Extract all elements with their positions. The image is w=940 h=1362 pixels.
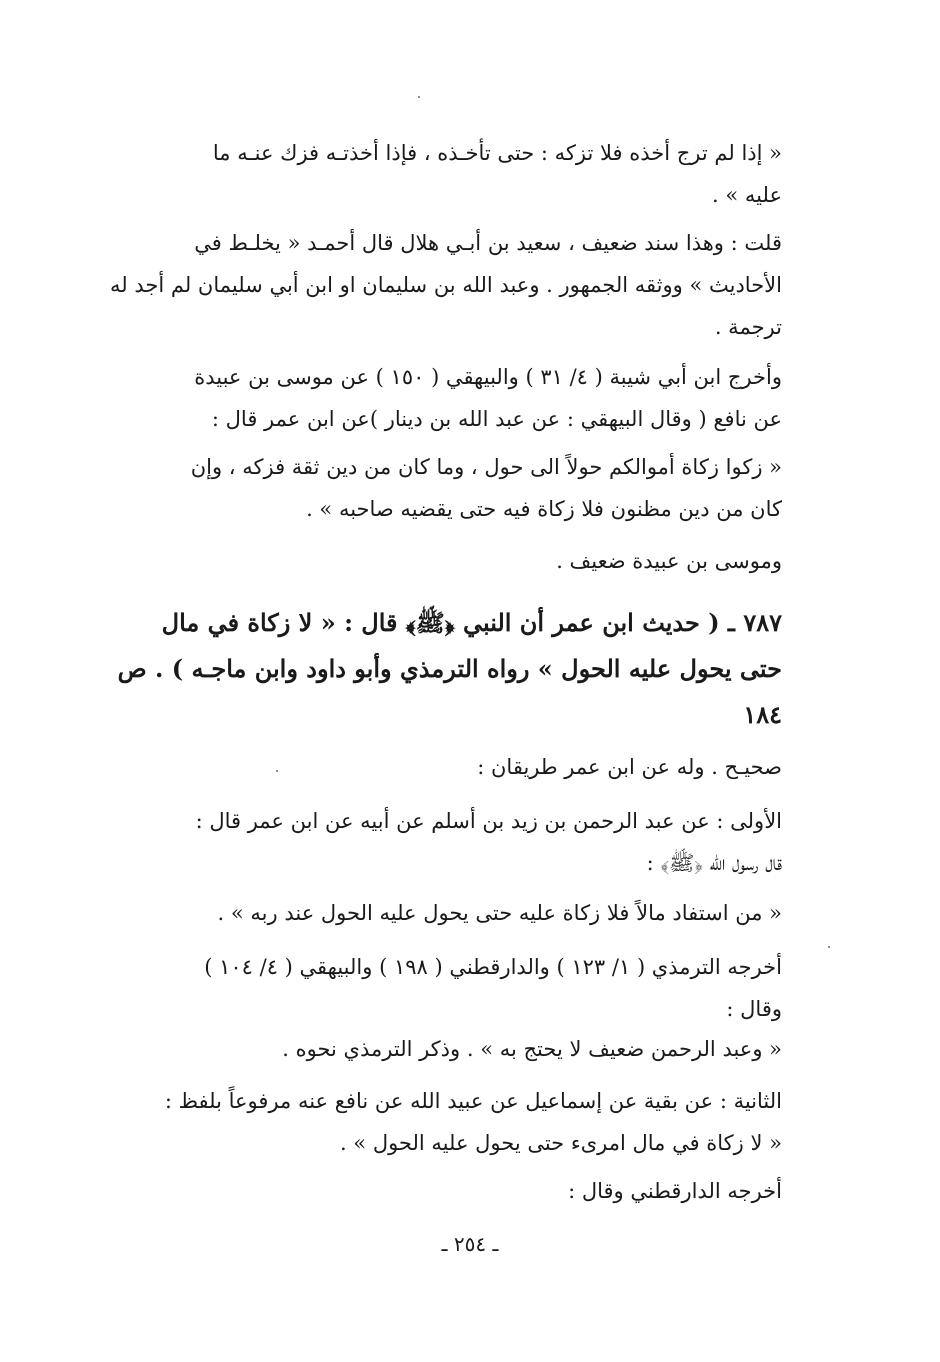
paragraph-quote-zakat-debt — [102, 132, 782, 216]
text-line: الثانية : عن بقية عن إسماعيل عن عبيد الله عن نافع عنه مرفوعاً بلفظ : — [164, 1089, 782, 1113]
text-line: وموسى بن عبيدة ضعيف . — [556, 549, 782, 573]
text-line: صحيـح . وله عن ابن عمر طريقان : — [477, 755, 782, 779]
paragraph-abdulrahman-weak — [102, 1028, 782, 1070]
text-line: الأولى : عن عبد الرحمن بن زيد بن أسلم عن أبيه عن ابن عمر قال : — [195, 809, 782, 833]
text-line: الأحاديث » ووثقه الجمهور . وعبد الله بن سليمان او ابن أبي سليمان لم أجد له — [110, 273, 782, 297]
text-line: « زكوا زكاة أموالكم حولاً الى حول ، وما كان من دين ثقة فزكه ، وإن — [190, 455, 782, 479]
text-line: وأخرج ابن أبي شيبة ( ٤/ ٣١ ) والبيهقي ( ١٥٠ ) عن موسى بن عبيدة — [194, 365, 782, 389]
paper-speck — [828, 946, 830, 948]
paper-speck — [418, 96, 420, 98]
paragraph-quote-acquired-wealth — [102, 892, 782, 934]
paragraph-ibn-abi-shaybah — [102, 356, 782, 440]
text-line: عليه » . — [712, 183, 782, 207]
text-line: عن نافع ( وقال البيهقي : عن عبد الله بن دينار )عن ابن عمر قال : — [211, 407, 782, 431]
text-line: أخرجه الدارقطني وقال : — [568, 1179, 782, 1203]
paragraph-daraqutni — [102, 1170, 782, 1212]
paragraph-quote-zakat-wealth — [102, 446, 782, 530]
hadith-787-heading — [102, 600, 782, 738]
paper-speck — [276, 770, 278, 772]
text-line: حتى يحول عليه الحول » رواه الترمذي وأبو داود وابن ماجـه ) . ص — [117, 654, 782, 683]
text-line: ٧٨٧ ـ ( حديث ابن عمر أن النبي ﴿ﷺ﴾ قال : « لا زكاة في مال — [161, 608, 782, 637]
paragraph-tirmidhi-takhrij — [102, 946, 782, 1030]
text-line: « من استفاد مالاً فلا زكاة عليه حتى يحول عليه الحول عند ربه » . — [217, 901, 782, 925]
page-number: ـ ٢٥٤ ـ — [441, 1232, 499, 1256]
text-line: قلت : وهذا سند ضعيف ، سعيد بن أبـي هلال قال أحمـد « يخلـط في — [194, 231, 782, 255]
text-line: ترجمة . — [714, 315, 782, 339]
text-line: وقال : — [726, 997, 782, 1021]
text-line: ١٨٤ — [743, 700, 782, 729]
paragraph-musa-weak — [102, 540, 782, 582]
text-line: كان من دين مظنون فلا زكاة فيه حتى يقضيه صاحبه » . — [306, 497, 782, 521]
paragraph-chain-weakness — [102, 222, 782, 348]
text-line: « إذا لم ترج أخذه فلا تزكه : حتى تأخـذه ، فإذا أخذتـه فزك عنـه ما — [212, 141, 782, 165]
text-line: أخرجه الترمذي ( ١/ ١٢٣ ) والدارقطني ( ١٩٨ ) والبيهقي ( ٤/ ١٠٤ ) — [204, 955, 782, 979]
text-line: قال رسول الله ﴿ﷺ﴾ : — [646, 851, 782, 875]
paragraph-first-route — [102, 800, 782, 884]
text-line: « لا زكاة في مال امرىء حتى يحول عليه الحول » . — [339, 1131, 782, 1155]
paragraph-second-route — [102, 1080, 782, 1164]
text-line: « وعبد الرحمن ضعيف لا يحتج به » . وذكر الترمذي نحوه . — [282, 1037, 782, 1061]
paragraph-sahih-two-routes — [102, 746, 782, 788]
